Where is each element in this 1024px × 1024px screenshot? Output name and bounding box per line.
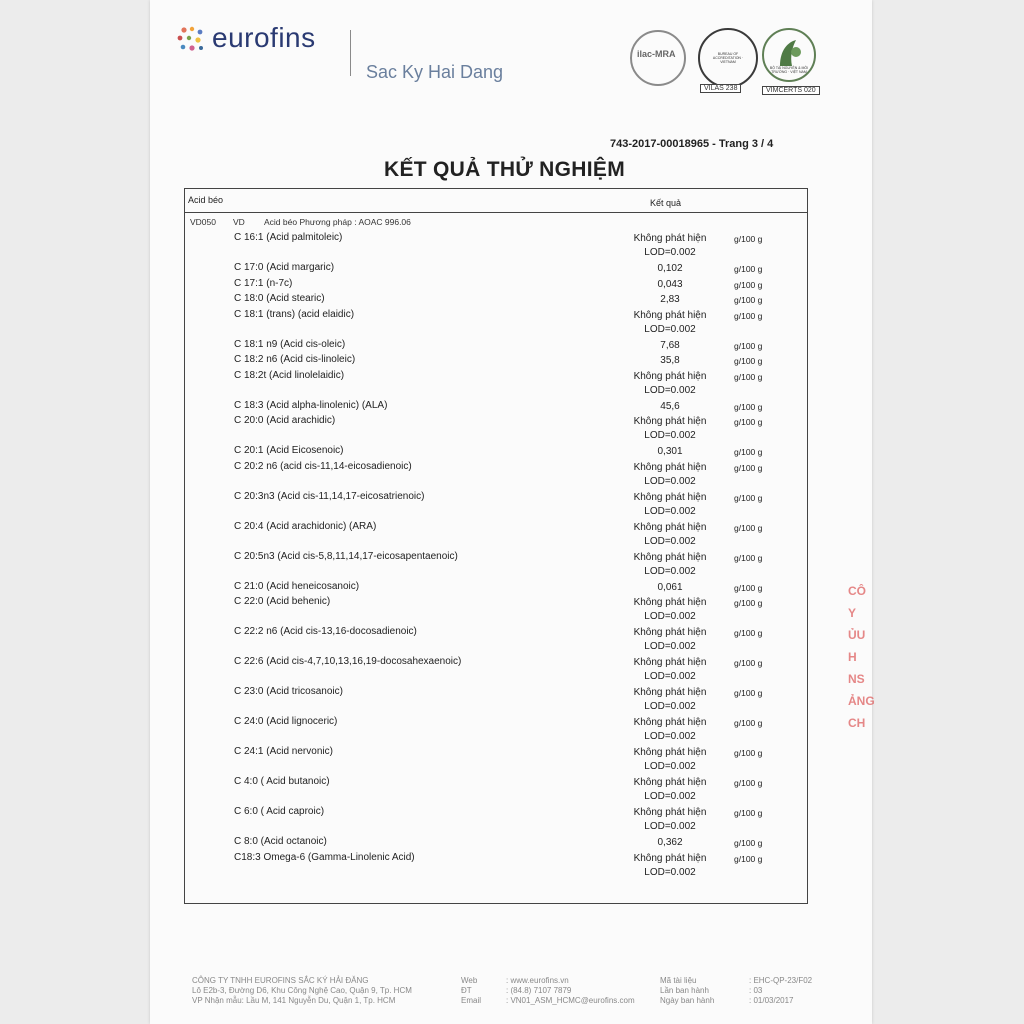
result-lod: LOD=0.002 [644, 323, 696, 335]
result-primary: Không phát hiện [633, 807, 707, 818]
result-primary: Không phát hiện [633, 521, 707, 533]
result-primary: Không phát hiện [633, 551, 707, 563]
result-unit: g/100 g [734, 401, 763, 412]
stamp-line: CÔ [848, 584, 866, 598]
result-value [615, 521, 725, 549]
result-lod: LOD=0.002 [644, 641, 696, 652]
vimcerts-tag: VIMCERTS 020 [762, 86, 820, 95]
footer-contact-labels [461, 976, 481, 1006]
fatty-acid-name: C 20:3n3 (Acid cis-11,14,17-eicosatrienoic) [234, 490, 425, 502]
result-unit: g/100 g [734, 688, 763, 698]
result-lod: LOD=0.002 [644, 671, 696, 682]
result-lod: LOD=0.002 [644, 430, 696, 441]
fatty-acid-name: C 21:0 (Acid heneicosanoic) [234, 580, 360, 592]
result-value [615, 776, 725, 804]
result-unit: g/100 g [734, 310, 763, 321]
stamp-line: CH [848, 716, 866, 730]
result-lod: LOD=0.002 [644, 505, 696, 517]
result-value [615, 309, 725, 337]
vilas-tag: VILAS 238 [700, 84, 741, 93]
result-primary: Không phát hiện [633, 491, 707, 503]
result-primary: Không phát hiện [633, 657, 707, 668]
result-unit: g/100 g [734, 417, 763, 427]
result-value [615, 836, 725, 850]
red-stamp [848, 580, 875, 730]
result-unit: g/100 g [734, 853, 763, 864]
result-lod: LOD=0.002 [644, 535, 696, 547]
result-primary: Không phát hiện [633, 717, 707, 728]
fatty-acid-name: C 4:0 ( Acid butanoic) [234, 776, 330, 787]
ilac-mra-seal-icon [630, 30, 686, 86]
result-unit: g/100 g [734, 234, 763, 244]
document-number: 743-2017-00018965 - Trang 3 / 4 [610, 138, 774, 150]
fatty-acid-name: C 22:2 n6 (Acid cis-13,16-docosadienoic) [234, 626, 417, 637]
fatty-acid-name: C 16:1 (Acid palmitoleic) [234, 232, 343, 243]
method-abbr: VD [233, 217, 245, 227]
footer-revision-label: Lần ban hành [660, 986, 709, 995]
stamp-line: ẢNG [848, 694, 875, 708]
result-primary: Không phát hiện [633, 627, 707, 638]
footer-revision: : 03 [749, 986, 763, 995]
footer-web-label: Web [461, 976, 478, 985]
result-unit: g/100 g [734, 808, 763, 818]
result-value [615, 339, 725, 353]
page-title: KẾT QUẢ THỬ NGHIỆM [384, 158, 625, 181]
result-lod: LOD=0.002 [644, 701, 696, 712]
logo-divider [350, 30, 351, 76]
result-primary: Không phát hiện [633, 370, 707, 382]
result-unit: g/100 g [734, 371, 763, 382]
ilac-seal-text: ilac-MRA [637, 49, 676, 59]
fatty-acid-name: C 18:1 (trans) (acid elaidic) [234, 308, 355, 320]
result-unit: g/100 g [734, 522, 763, 533]
result-primary: 45,6 [660, 400, 680, 412]
fatty-acid-name: C 22:0 (Acid behenic) [234, 596, 331, 607]
result-value [615, 354, 725, 368]
result-value [615, 232, 725, 260]
footer-address-1: Lô E2b-3, Đường D6, Khu Công Nghệ Cao, Quận 9, Tp. HCM [192, 986, 412, 995]
fatty-acid-name: C 17:1 (n-7c) [234, 277, 293, 289]
fatty-acid-name: C 20:0 (Acid arachidic) [234, 415, 336, 426]
result-value [615, 445, 725, 459]
result-lod: LOD=0.002 [644, 761, 696, 772]
result-value [615, 400, 725, 414]
result-value [615, 686, 725, 714]
fatty-acid-name: C18:3 Omega-6 (Gamma-Linolenic Acid) [234, 851, 415, 863]
result-primary: Không phát hiện [633, 416, 707, 427]
stamp-line: NS [848, 672, 865, 686]
result-lod: LOD=0.002 [644, 731, 696, 742]
fatty-acid-name: C 18:3 (Acid alpha-linolenic) (ALA) [234, 399, 388, 411]
footer-contact-values [506, 976, 635, 1006]
footer-phone-label: ĐT [461, 986, 472, 995]
method-description: Acid béo Phương pháp : AOAC 996.06 [264, 217, 411, 227]
result-primary: 0,301 [657, 446, 683, 457]
footer-doc-code: : EHC-QP-23/F02 [749, 976, 813, 985]
result-primary: Không phát hiện [633, 461, 707, 473]
footer-company-name: CÔNG TY TNHH EUROFINS SẮC KÝ HẢI ĐĂNG [192, 976, 369, 985]
result-lod: LOD=0.002 [644, 821, 696, 832]
footer-address-2: VP Nhận mẫu: Lầu M, 141 Nguyễn Du, Quận 1, Tp. HCM [192, 996, 396, 1005]
result-unit: g/100 g [734, 295, 763, 305]
fatty-acid-name: C 18:2 n6 (Acid cis-linoleic) [234, 354, 356, 365]
result-value [615, 461, 725, 489]
result-unit: g/100 g [734, 552, 763, 563]
logo-text: eurofins [212, 22, 316, 53]
method-code: VD050 [190, 217, 216, 227]
result-primary: 7,68 [660, 339, 680, 351]
result-value [615, 581, 725, 595]
result-lod: LOD=0.002 [644, 384, 696, 396]
result-unit: g/100 g [734, 778, 763, 788]
company-subtitle: Sac Ky Hai Dang [366, 62, 504, 82]
stamp-line: Y [848, 606, 857, 620]
fatty-acid-name: C 20:5n3 (Acid cis-5,8,11,14,17-eicosapentaenoic) [234, 550, 458, 562]
footer-web: : www.eurofins.vn [506, 976, 569, 985]
result-unit: g/100 g [734, 356, 763, 366]
result-value [615, 370, 725, 398]
result-value [615, 262, 725, 276]
result-value [615, 746, 725, 774]
result-primary: 0,061 [657, 581, 683, 593]
accreditation-seal-icon [698, 28, 758, 88]
result-primary: Không phát hiện [633, 747, 707, 758]
fatty-acid-name: C 20:1 (Acid Eicosenoic) [234, 445, 344, 456]
result-lod: LOD=0.002 [644, 565, 696, 577]
result-unit: g/100 g [734, 492, 763, 503]
result-lod: LOD=0.002 [644, 791, 696, 802]
result-unit: g/100 g [734, 582, 763, 593]
result-primary: Không phát hiện [633, 597, 707, 608]
result-value [615, 278, 725, 292]
result-lod: LOD=0.002 [644, 866, 696, 878]
result-unit: g/100 g [734, 598, 763, 608]
result-unit: g/100 g [734, 718, 763, 728]
eurofins-logo-icon [176, 26, 206, 54]
result-lod: LOD=0.002 [644, 475, 696, 487]
footer-doc-labels [660, 976, 714, 1006]
stamp-line: ỦU H [848, 628, 866, 664]
fatty-acid-name: C 20:4 (Acid arachidonic) (ARA) [234, 520, 377, 532]
result-unit: g/100 g [734, 264, 763, 274]
result-lod: LOD=0.002 [644, 247, 696, 258]
result-primary: Không phát hiện [633, 852, 707, 864]
fatty-acid-name: C 8:0 (Acid octanoic) [234, 836, 327, 847]
result-primary: Không phát hiện [633, 687, 707, 698]
result-unit: g/100 g [734, 628, 763, 638]
fatty-acid-name: C 18:2t (Acid linolelaidic) [234, 369, 345, 381]
footer-email-label: Email [461, 996, 482, 1005]
fatty-acid-name: C 22:6 (Acid cis-4,7,10,13,16,19-docosahexaenoic) [234, 656, 462, 667]
fatty-acid-name: C 20:2 n6 (acid cis-11,14-eicosadienoic) [234, 460, 412, 472]
fatty-acid-name: C 6:0 ( Acid caproic) [234, 806, 325, 817]
vimcerts-seal-text: BỘ TÀI NGUYÊN & MÔI TRƯỜNG · VIỆT NAM [769, 66, 809, 74]
footer-doc-code-label: Mã tài liệu [660, 976, 697, 985]
result-unit: g/100 g [734, 447, 763, 457]
result-unit: g/100 g [734, 658, 763, 668]
result-primary: 2,83 [660, 294, 680, 305]
result-unit: g/100 g [734, 340, 763, 351]
fatty-acid-name: C 23:0 (Acid tricosanoic) [234, 686, 343, 697]
fatty-acid-name: C 24:0 (Acid lignoceric) [234, 716, 338, 727]
vimcerts-seal-icon [762, 28, 816, 82]
result-value [615, 656, 725, 684]
result-value [615, 806, 725, 834]
result-unit: g/100 g [734, 748, 763, 758]
result-primary: Không phát hiện [633, 777, 707, 788]
result-lod: LOD=0.002 [644, 611, 696, 622]
result-value [615, 551, 725, 579]
result-unit: g/100 g [734, 838, 763, 848]
table-header-result: Kết quả [650, 198, 682, 208]
footer-email: : VN01_ASM_HCMC@eurofins.com [506, 996, 635, 1005]
fatty-acid-name: C 18:1 n9 (Acid cis-oleic) [234, 338, 346, 350]
result-value [615, 491, 725, 519]
result-primary: 35,8 [660, 355, 680, 366]
result-unit: g/100 g [734, 279, 763, 290]
result-value [615, 716, 725, 744]
footer-issue-date: : 01/03/2017 [749, 996, 794, 1005]
result-value [615, 293, 725, 307]
result-value [615, 415, 725, 443]
result-primary: 0,102 [657, 263, 683, 274]
result-value [615, 852, 725, 880]
footer-issue-date-label: Ngày ban hành [660, 996, 715, 1005]
fatty-acid-name: C 24:1 (Acid nervonic) [234, 746, 333, 757]
footer-doc-values [749, 976, 812, 1006]
result-value [615, 596, 725, 624]
result-unit: g/100 g [734, 462, 763, 473]
result-primary: 0,043 [657, 278, 683, 290]
result-primary: 0,362 [657, 837, 683, 848]
result-primary: Không phát hiện [633, 233, 707, 244]
table-header-divider [184, 212, 808, 213]
result-primary: Không phát hiện [633, 309, 707, 321]
fatty-acid-name: C 18:0 (Acid stearic) [234, 293, 325, 304]
result-value [615, 626, 725, 654]
boa-seal-text: BUREAU OF ACCREDITATION · VIETNAM [712, 52, 744, 64]
table-header-fatty-acid: Acid béo [188, 195, 224, 205]
fatty-acid-name: C 17:0 (Acid margaric) [234, 262, 335, 273]
footer-company [192, 976, 412, 1006]
footer-phone: : (84.8) 7107 7879 [506, 986, 572, 995]
